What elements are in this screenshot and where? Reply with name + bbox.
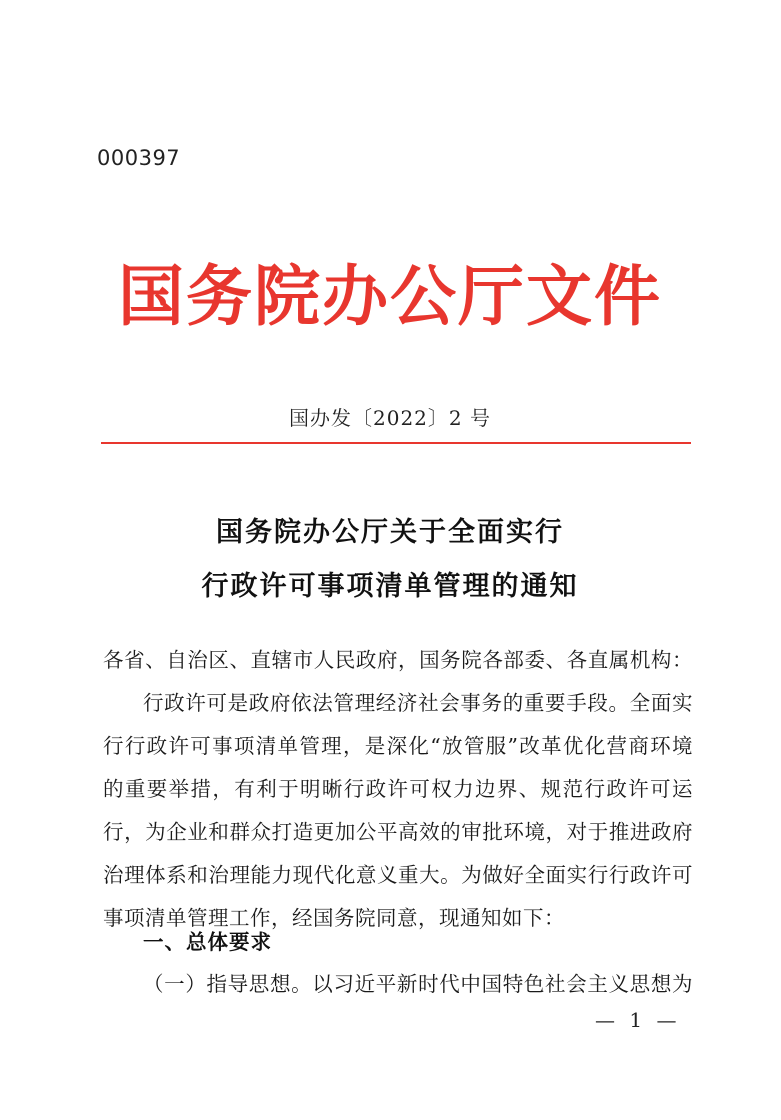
addressee: 各省、自治区、直辖市人民政府，国务院各部委、各直属机构： (103, 648, 693, 672)
body-line-3: 的重要举措，有利于明晰行政许可权力边界、规范行政许可运 (103, 777, 693, 801)
body-line-5: 治理体系和治理能力现代化意义重大。为做好全面实行行政许可 (103, 863, 693, 887)
item-1-line (143, 970, 693, 998)
body-line-6: 事项清单管理工作，经国务院同意，现通知如下： (103, 906, 565, 930)
page-number: — 1 — (595, 1008, 681, 1032)
body-line-1: 行政许可是政府依法管理经济社会事务的重要手段。全面实 (143, 691, 693, 715)
item-1-number: （一） (143, 972, 207, 996)
body-line-2: 行行政许可事项清单管理，是深化“放管服”改革优化营商环境 (103, 734, 693, 758)
masthead-title: 国务院办公厅文件 (118, 257, 662, 335)
document-number: 国办发〔2022〕2 号 (289, 406, 491, 430)
serial-number: 000397 (97, 146, 181, 170)
section-heading-1: 一、总体要求 (143, 930, 272, 954)
body-line-4: 行，为企业和群众打造更加公平高效的审批环境，对于推进政府 (103, 820, 693, 844)
document-title-line-2: 行政许可事项清单管理的通知 (201, 571, 579, 602)
document-title-line-1: 国务院办公厅关于全面实行 (216, 517, 564, 548)
red-separator-line (101, 442, 691, 444)
item-1-text: 指导思想。以习近平新时代中国特色社会主义思想为 (206, 972, 694, 996)
